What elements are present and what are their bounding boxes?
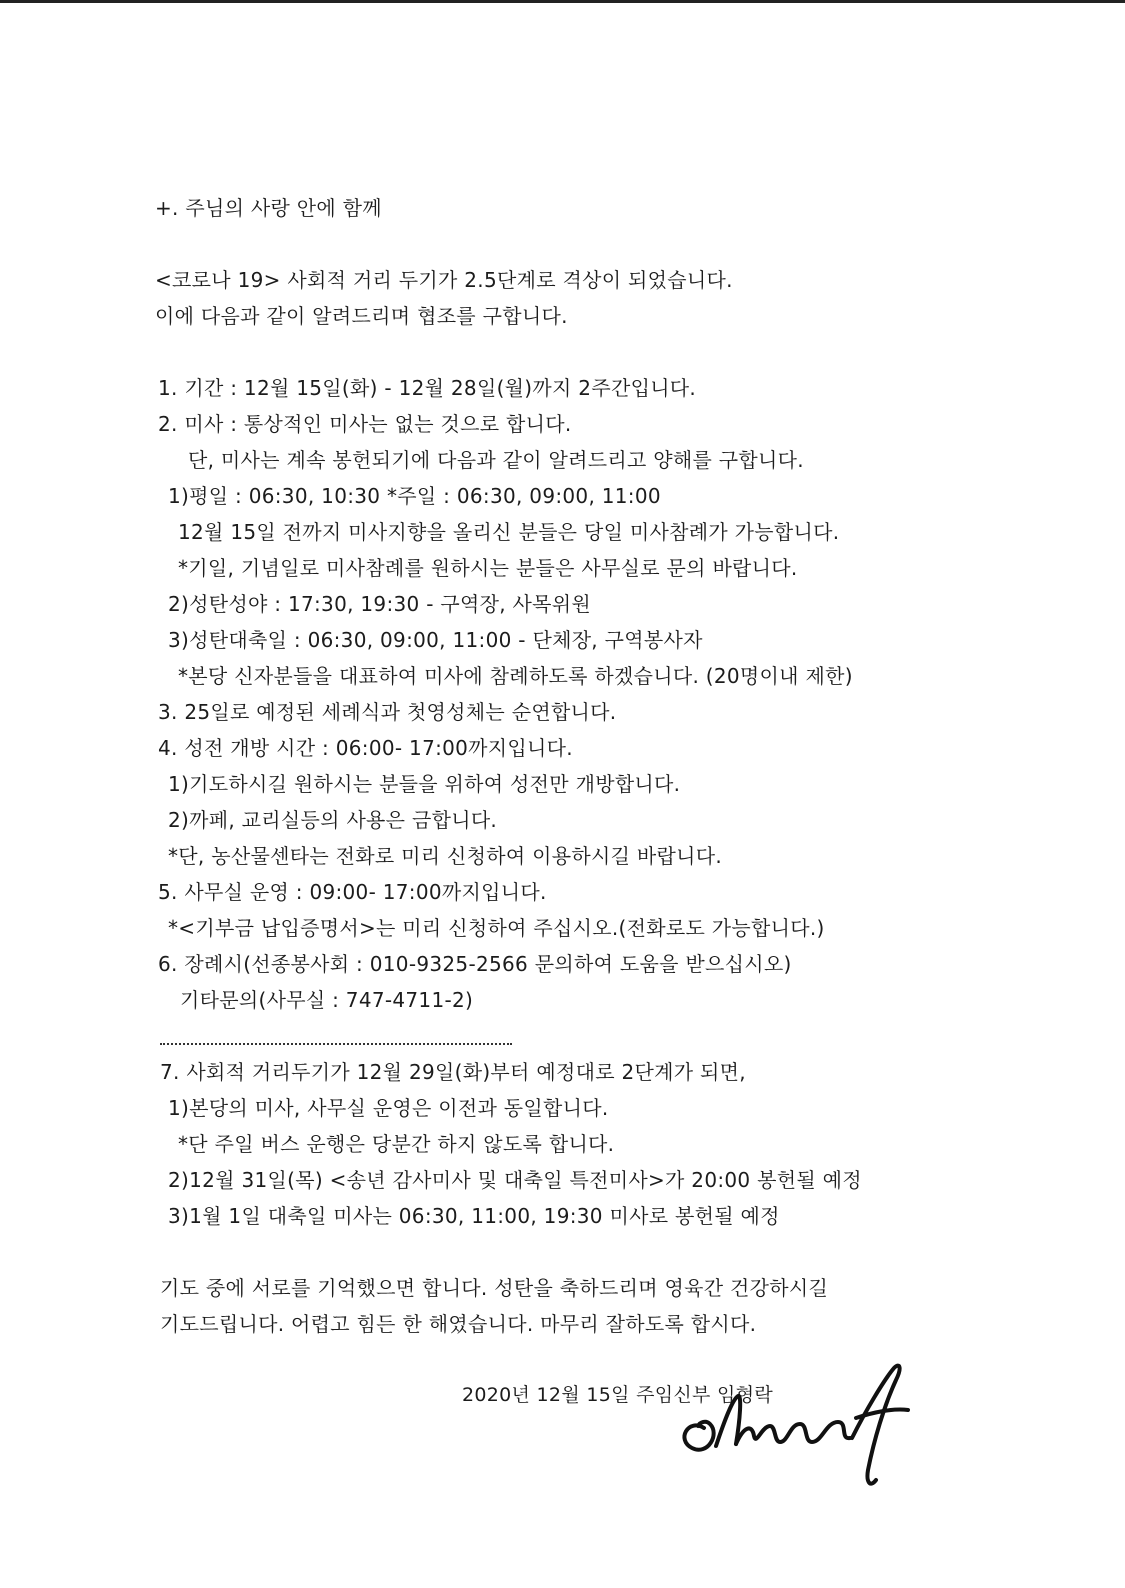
intro-line: 이에 다음과 같이 알려드리며 협조를 구합니다. — [155, 304, 568, 328]
notice-item: 기타문의(사무실 : 747-4711-2) — [180, 988, 474, 1012]
notice-item: *<기부금 납입증명서>는 미리 신청하여 주십시오.(전화로도 가능합니다.) — [168, 916, 825, 940]
notice-item: 7. 사회적 거리두기가 12월 29일(화)부터 예정대로 2단계가 되면, — [160, 1060, 746, 1084]
notice-item: 2)까페, 교리실등의 사용은 금합니다. — [168, 808, 498, 832]
dotted-separator — [160, 1043, 512, 1045]
notice-item: 3)성탄대축일 : 06:30, 09:00, 11:00 - 단체장, 구역봉사자 — [168, 628, 703, 652]
notice-item: 1)기도하시길 원하시는 분들을 위하여 성전만 개방합니다. — [168, 772, 681, 796]
notice-item: 5. 사무실 운영 : 09:00- 17:00까지입니다. — [158, 880, 547, 904]
closing-line: 기도 중에 서로를 기억했으면 합니다. 성탄을 축하드리며 영육간 건강하시길 — [160, 1276, 829, 1300]
signoff-line: 2020년 12월 15일 주임신부 임형락 — [462, 1384, 774, 1406]
intro-line: <코로나 19> 사회적 거리 두기가 2.5단계로 격상이 되었습니다. — [155, 268, 733, 292]
notice-item: *본당 신자분들을 대표하여 미사에 참례하도록 하겠습니다. (20명이내 제한) — [178, 664, 853, 688]
notice-item: 단, 미사는 계속 봉헌되기에 다음과 같이 알려드리고 양해를 구합니다. — [188, 448, 804, 472]
notice-item: 1)본당의 미사, 사무실 운영은 이전과 동일합니다. — [168, 1096, 609, 1120]
closing-line: 기도드립니다. 어렵고 힘든 한 해였습니다. 마무리 잘하도록 합시다. — [160, 1312, 757, 1336]
notice-item: 1. 기간 : 12월 15일(화) - 12월 28일(월)까지 2주간입니다. — [158, 376, 697, 400]
notice-item: 2)12월 31일(목) <송년 감사미사 및 대축일 특전미사>가 20:00 봉헌될 예정 — [168, 1168, 862, 1192]
notice-item: *기일, 기념일로 미사참례를 원하시는 분들은 사무실로 문의 바랍니다. — [178, 556, 798, 580]
notice-item: 4. 성전 개방 시간 : 06:00- 17:00까지입니다. — [158, 736, 573, 760]
notice-item: 3)1월 1일 대축일 미사는 06:30, 11:00, 19:30 미사로 봉헌될 예정 — [168, 1204, 780, 1228]
notice-item: *단 주일 버스 운행은 당분간 하지 않도록 합니다. — [178, 1132, 615, 1156]
notice-item: 2)성탄성야 : 17:30, 19:30 - 구역장, 사목위원 — [168, 592, 592, 616]
greeting-heading: +. 주님의 사랑 안에 함께 — [155, 196, 382, 220]
notice-item: *단, 농산물센타는 전화로 미리 신청하여 이용하시길 바랍니다. — [168, 844, 723, 868]
notice-item: 2. 미사 : 통상적인 미사는 없는 것으로 합니다. — [158, 412, 572, 436]
handwritten-signature — [670, 1360, 930, 1500]
notice-item: 3. 25일로 예정된 세례식과 첫영성체는 순연합니다. — [158, 700, 617, 724]
notice-item: 1)평일 : 06:30, 10:30 *주일 : 06:30, 09:00, 11:00 — [168, 484, 661, 508]
notice-item: 12월 15일 전까지 미사지향을 올리신 분들은 당일 미사참례가 가능합니다. — [178, 520, 840, 544]
notice-item: 6. 장례시(선종봉사회 : 010-9325-2566 문의하여 도움을 받으십시오) — [158, 952, 792, 976]
